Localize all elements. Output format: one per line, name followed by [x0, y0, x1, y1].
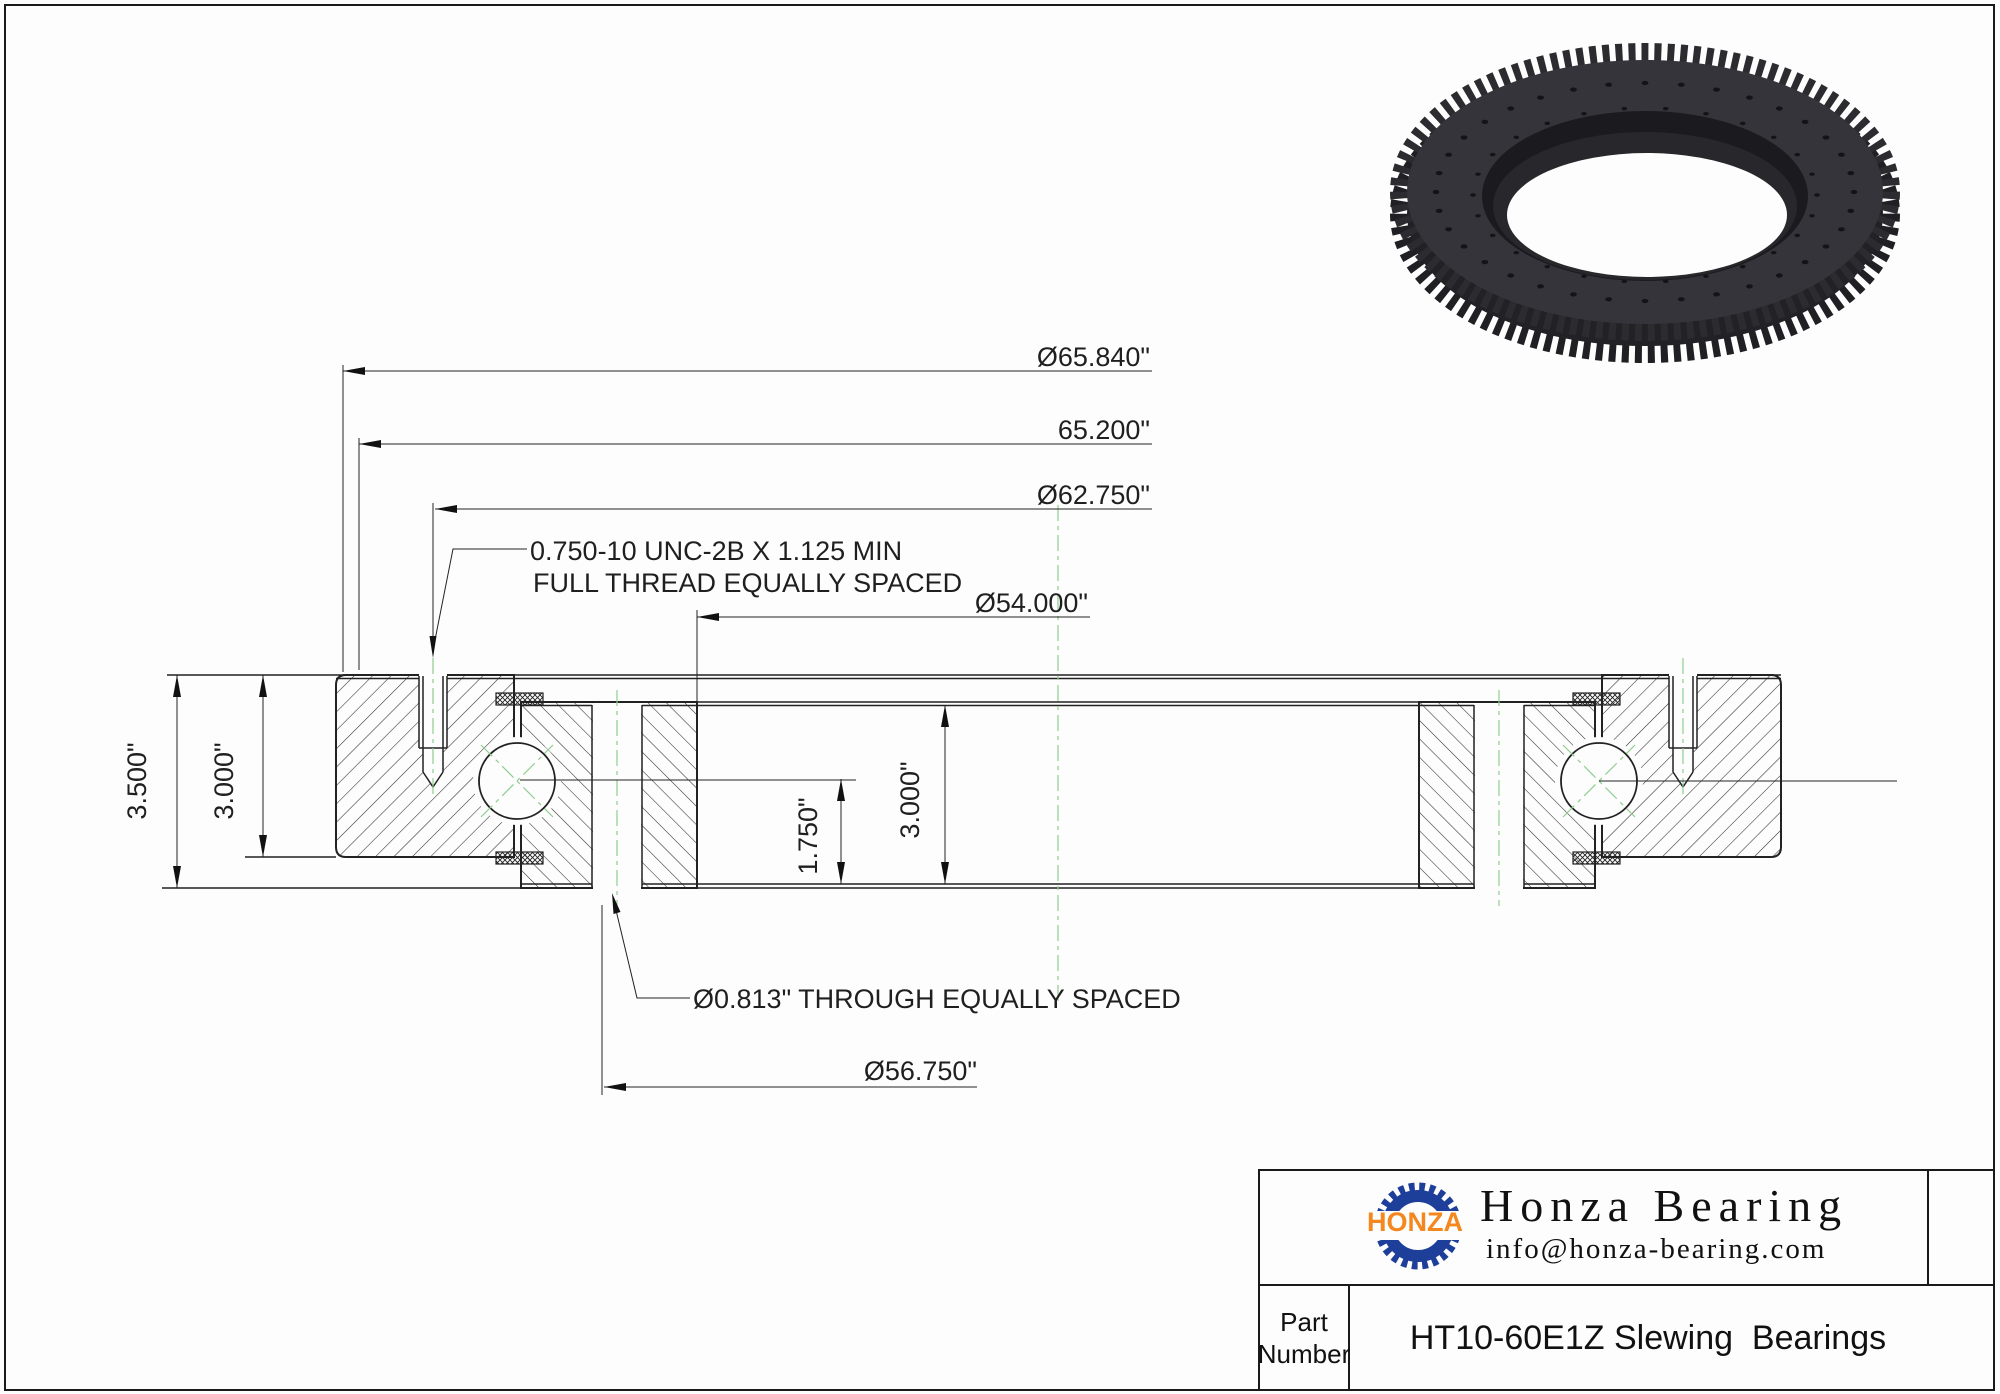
dim-gear-tip-diameter: Ø65.840"	[1036, 342, 1150, 372]
company-email[interactable]: info@honza-bearing.com	[1486, 1233, 1827, 1265]
part-label-line1: Part	[1280, 1307, 1328, 1338]
note-threaded-hole-line1: 0.750-10 UNC-2B X 1.125 MIN	[530, 536, 903, 566]
company-name: Honza Bearing	[1480, 1180, 1849, 1231]
part-label-line2: Number	[1257, 1338, 1351, 1369]
dim-bore-diameter: Ø54.000"	[974, 588, 1088, 618]
dim-ball-center-height: 1.750"	[793, 797, 823, 875]
part-number-value: HT10-60E1Z Slewing Bearings	[1409, 1319, 1887, 1357]
dim-gear-pitch-diameter: 65.200"	[1057, 415, 1150, 445]
sheet-border	[4, 4, 1995, 1391]
note-threaded-hole-line2: FULL THREAD EQUALLY SPACED	[533, 568, 963, 598]
dim-inner-ring-height: 3.000"	[895, 761, 925, 839]
dim-top-bolt-circle: Ø62.750"	[1036, 480, 1150, 510]
dim-bottom-bolt-circle: Ø56.750"	[863, 1056, 977, 1086]
dim-outer-ring-height: 3.000"	[209, 742, 239, 820]
honza-logo-text: HONZA	[1367, 1207, 1463, 1237]
note-through-hole: Ø0.813" THROUGH EQUALLY SPACED	[693, 984, 1181, 1014]
dim-total-height: 3.500"	[122, 742, 152, 820]
